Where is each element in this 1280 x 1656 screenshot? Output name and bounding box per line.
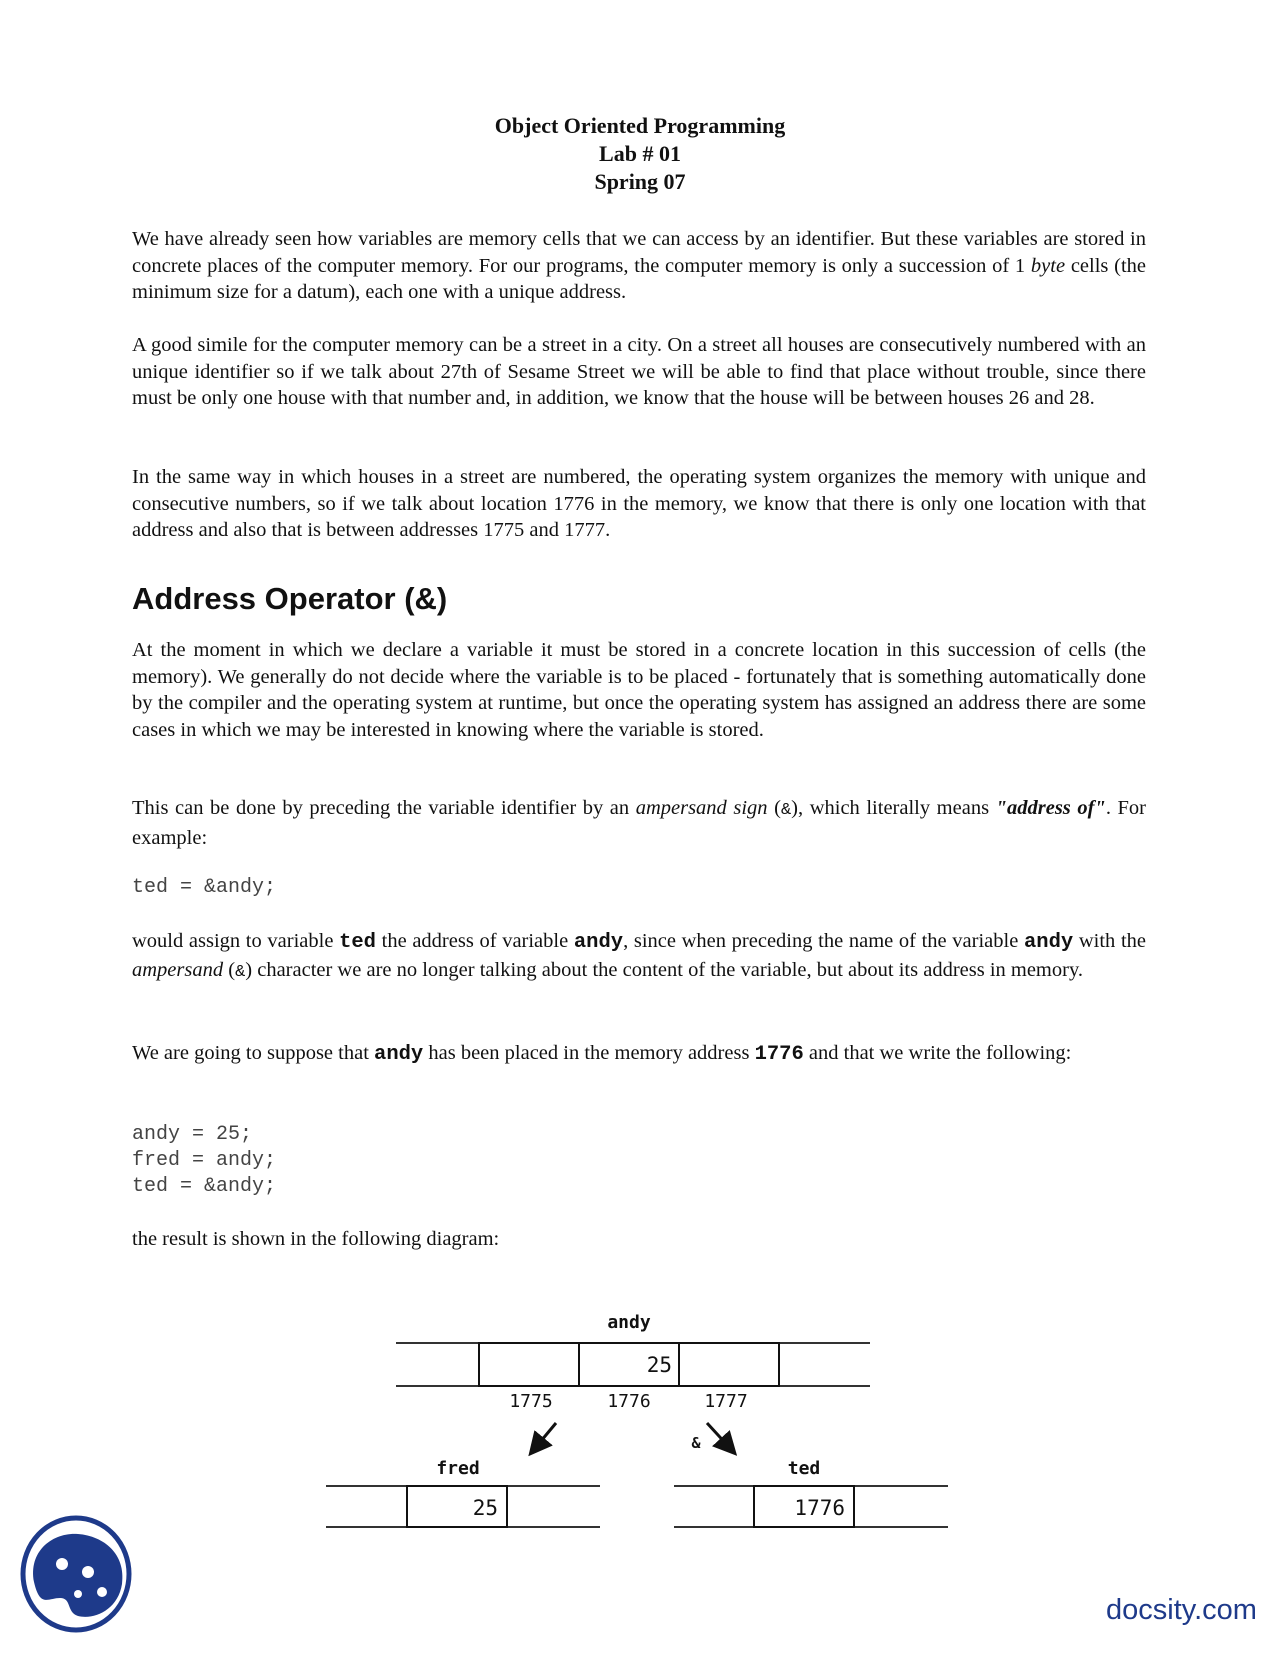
memory-cell-1775	[479, 1343, 579, 1386]
lab-number: Lab # 01	[599, 141, 681, 166]
section-paragraph-4: We are going to suppose that andy has been placed in the memory address 1776 and that we write the following:	[132, 1042, 1072, 1066]
intro-paragraph-2: A good simile for the computer memory can be a street in a city. On a street all houses are consecutively numbered with an unique identifier so if we talk about 27th of Sesame Street we will be able to find that place without trouble, since there must be only one house with that number and, in addition, we know that the house will be between houses 26 and 28.	[132, 334, 1146, 409]
arrow-to-fred	[536, 1423, 556, 1447]
docsity-watermark[interactable]: docsity.com	[1106, 1594, 1257, 1626]
code-example-2: andy = 25; fred = andy; ted = &andy;	[132, 1123, 277, 1198]
intro-paragraph-3: In the same way in which houses in a street are numbered, the operating system organizes the memory with unique and consecutive numbers, so if we talk about location 1776 in the memory, we know that there is only one location with that address and also that is between addresses 1775 and 1777.	[132, 466, 1146, 541]
code-example-1: ted = &andy;	[132, 876, 277, 899]
ted-label: ted	[787, 1458, 821, 1479]
ted-value: 1776	[794, 1496, 845, 1520]
address-1775: 1775	[509, 1391, 553, 1412]
address-1776: 1776	[607, 1391, 651, 1412]
memory-cell-1777	[679, 1343, 779, 1386]
ampersand-label: &	[691, 1434, 701, 1452]
section-heading: Address Operator (&)	[132, 581, 448, 616]
docsity-logo	[18, 1512, 136, 1634]
section-paragraph-5: the result is shown in the following diagram:	[132, 1228, 500, 1250]
intro-paragraph-1: We have already seen how variables are memory cells that we can access by an identifier. But these variables are stored in concrete places of the computer memory. For our programs, the computer memory is only a succession of 1 byte cells (the minimum size for a datum), each one with a unique address.	[132, 228, 1146, 303]
fred-label: fred	[436, 1458, 480, 1479]
doc-title: Object Oriented Programming	[494, 113, 786, 138]
andy-label: andy	[607, 1312, 651, 1333]
term: Spring 07	[594, 169, 686, 194]
fred-value: 25	[472, 1496, 498, 1520]
ted-memory-row	[674, 1458, 948, 1527]
andy-value: 25	[646, 1353, 672, 1377]
section-paragraph-1: At the moment in which we declare a variable it must be stored in a concrete location in this succession of cells (the memory). We generally do not decide where the variable is to be placed - fortunately that is something automatically done by the compiler and the operating system at runtime, but once the operating system has assigned an address there are some cases in which we may be interested in knowing where the variable is stored.	[132, 639, 1146, 741]
section-paragraph-2: This can be done by preceding the variable identifier by an ampersand sign (&), which literally means "address of". For example:	[132, 797, 1146, 849]
fred-memory-row	[326, 1458, 600, 1527]
section-paragraph-3: would assign to variable ted the address of variable andy, since when preceding the name of the variable andy with the ampersand (&) character we are no longer talking about the content of the variable, but about its address in memory.	[132, 930, 1146, 982]
address-1777: 1777	[704, 1391, 748, 1412]
andy-memory-row	[396, 1312, 870, 1412]
arrow-to-ted	[707, 1423, 729, 1447]
